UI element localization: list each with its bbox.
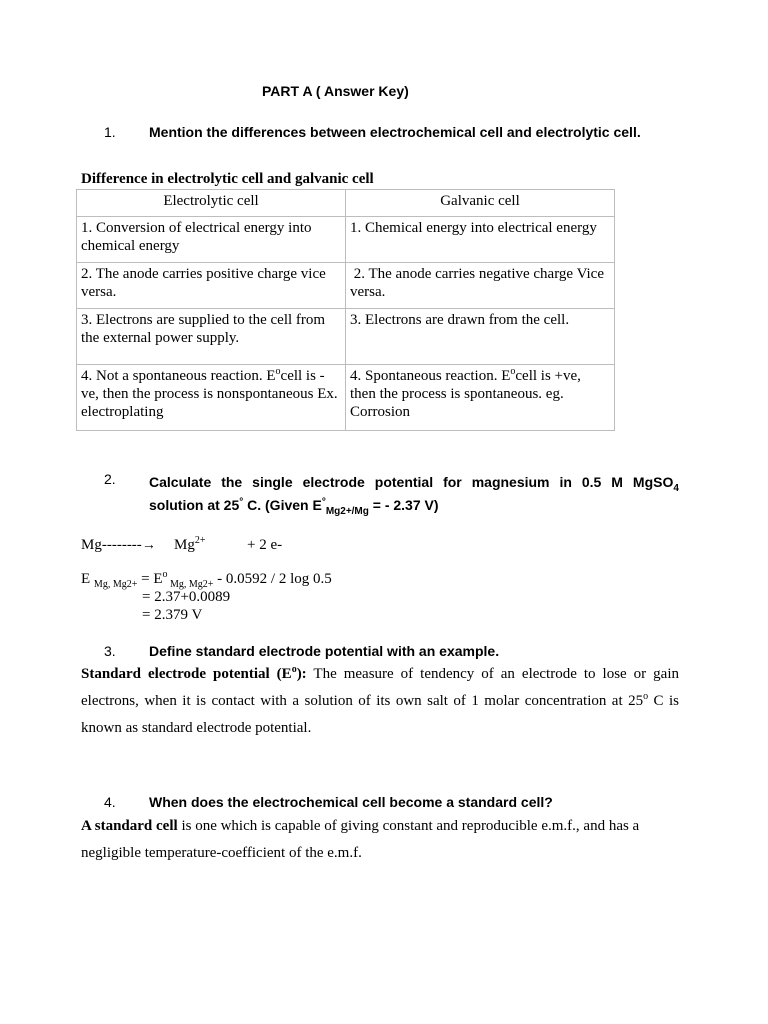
nernst-equation: E $_{Mg, Mg2+} = E^o$ $_{Mg, Mg2+}$ - 0.0592 / 2 log 0.5 — [81, 569, 332, 590]
question-3-text: Define standard electrode potential with an example. — [149, 643, 500, 659]
table-cell: 3. Electrons are drawn from the cell. — [346, 309, 615, 365]
table-header-row — [77, 190, 615, 217]
question-4-text: When does the electrochemical cell become a standard cell? — [149, 794, 553, 810]
question-2-word: the — [221, 474, 243, 490]
table-cell: 4. Spontaneous reaction. $E^ocell$ is +ve, then the process is spontaneous. eg. Corrosion — [346, 365, 615, 431]
reaction-electrons: + 2 e- — [247, 537, 283, 553]
answer-4-paragraph: A standard cell is one which is capable of giving constant and reproducible e.m.f., and has a negligible temperature-coefficient of the e.m.f. — [81, 818, 640, 861]
page-title: PART A ( Answer Key) — [262, 83, 409, 99]
table-row — [77, 217, 615, 263]
question-3-number: 3. — [104, 643, 116, 659]
table-cell: 2. The anode carries positive charge vice versa. — [77, 263, 346, 309]
question-2-text — [149, 471, 679, 517]
question-1-text: Mention the differences between electrochemical cell and electrolytic cell. — [149, 124, 641, 140]
table-row — [77, 365, 615, 431]
question-2-line-2: solution at 25° C. (Given $E^\circ_{Mg2+/Mg}$ = - 2.37 V) — [149, 496, 439, 517]
calc-step: = 2.37+0.0089 — [142, 589, 231, 605]
calc-result: = 2.379 V — [142, 607, 203, 623]
question-2-word: Calculate — [149, 474, 212, 490]
question-2-formula: MgSO$_4$ — [632, 474, 679, 494]
header-electrolytic: Electrolytic cell — [77, 190, 346, 217]
table-cell: 2. The anode carries negative charge Vice versa. — [346, 263, 615, 309]
question-2-line-1 — [149, 471, 679, 494]
question-2-word: M — [611, 474, 623, 490]
reaction-ion: $Mg^{2+}$ — [174, 535, 206, 553]
question-1-number: 1. — [104, 124, 116, 140]
question-2-word: magnesium — [471, 474, 550, 490]
question-2-number: 2. — [104, 471, 116, 487]
question-4-number: 4. — [104, 794, 116, 810]
question-2-word: MgSO — [632, 474, 674, 490]
table-cell: 4. Not a spontaneous reaction. $E^ocell$ is -ve, then the process is nonspontaneous Ex. electroplating — [77, 365, 346, 431]
question-2-word: potential — [374, 474, 434, 490]
table-cell: 1. Conversion of electrical energy into chemical energy — [77, 217, 346, 263]
question-2-word: 0.5 — [581, 474, 602, 490]
answer-3-paragraph: Standard electrode potential $(E^o)$: The measure of tendency of an electrode to lose or gain electrons, when it is contact with a solution of its own salt of 1 molar concentration at 25$^o$ C is known as standard electrode potential. — [81, 664, 680, 736]
table-row — [77, 263, 615, 309]
question-2-word: in — [559, 474, 572, 490]
table-cell: 1. Chemical energy into electrical energy — [346, 217, 615, 263]
header-galvanic: Galvanic cell — [346, 190, 615, 217]
question-2-word: for — [443, 474, 462, 490]
table-caption: Difference in electrolytic cell and galvanic cell — [81, 171, 374, 187]
question-2-word: electrode — [302, 474, 365, 490]
comparison-table — [76, 189, 615, 431]
reaction-equation: Mg--------→ — [81, 537, 156, 553]
arrow-right-icon: → — [141, 538, 156, 553]
question-2-word: single — [252, 474, 293, 490]
table-cell: 3. Electrons are supplied to the cell from the external power supply. — [77, 309, 346, 365]
table-row — [77, 309, 615, 365]
